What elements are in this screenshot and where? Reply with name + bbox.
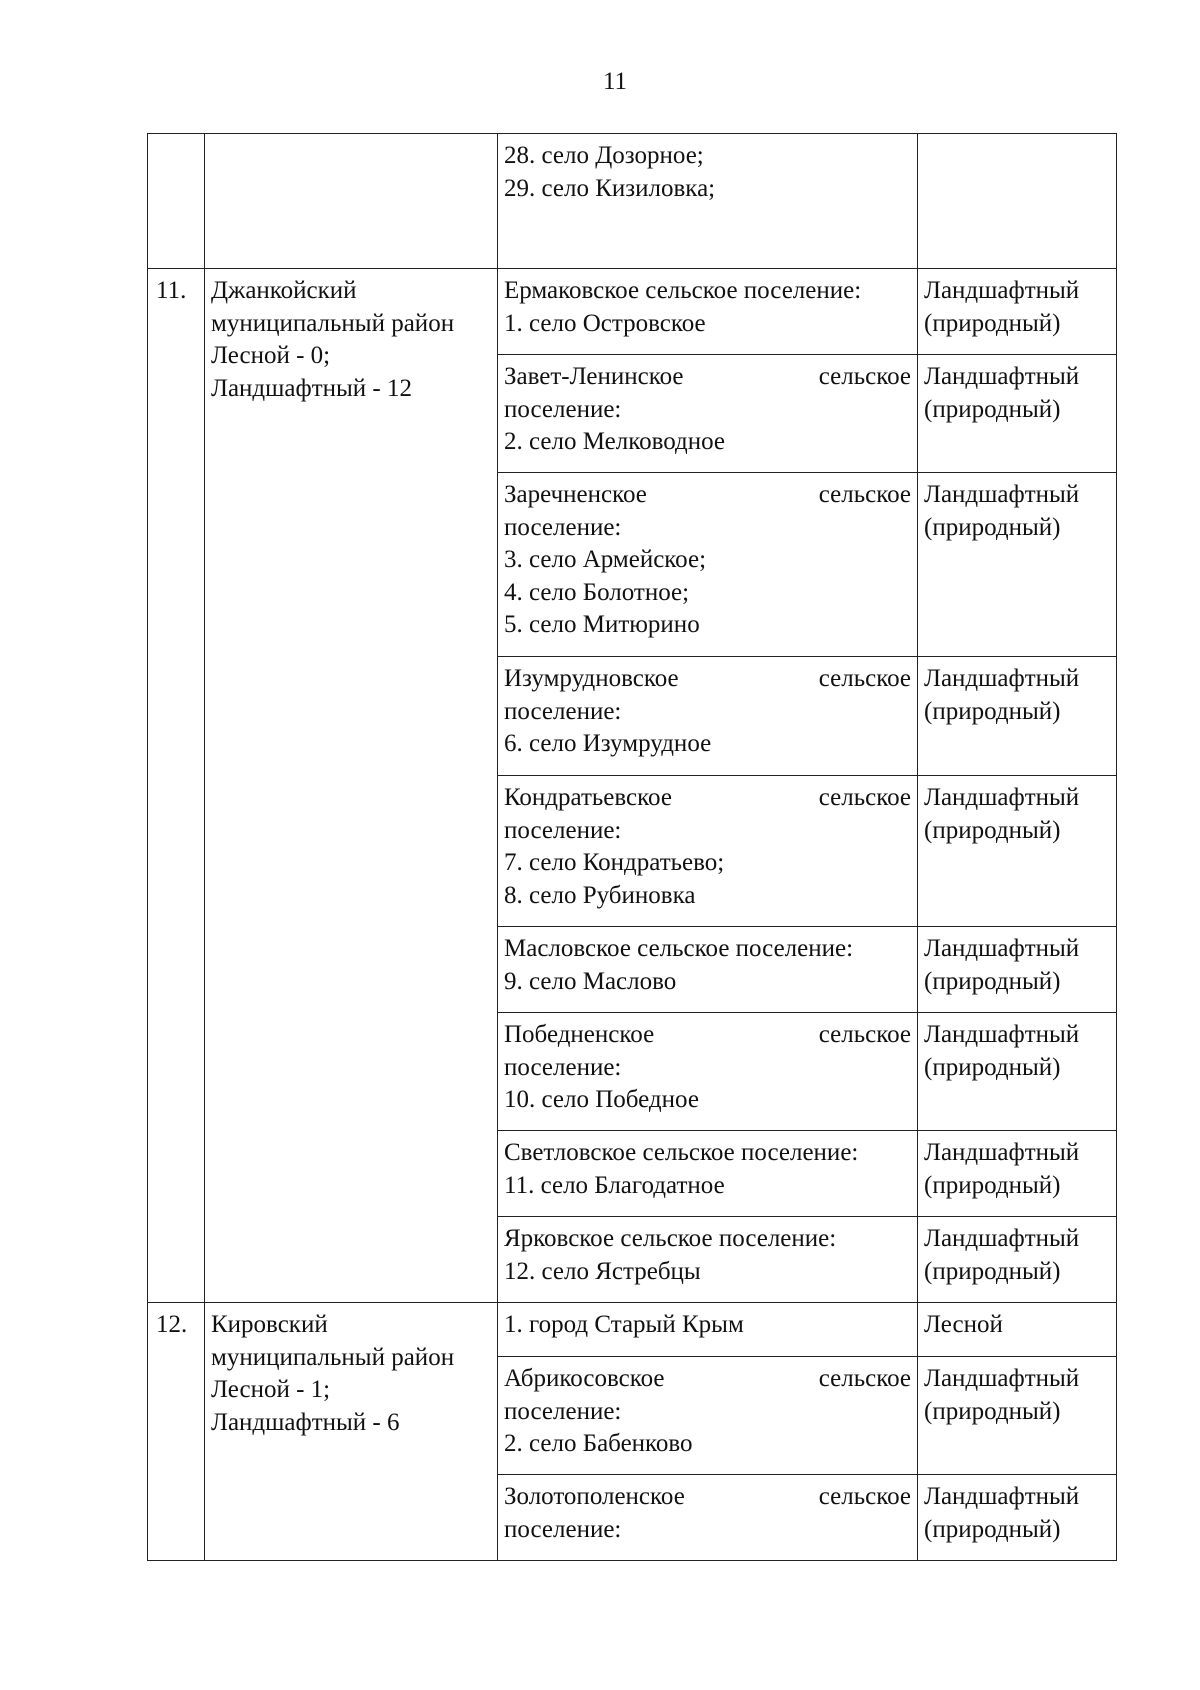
cell-type <box>918 134 1117 269</box>
settlement-heading-left: Абрикосовское <box>504 1365 665 1392</box>
settlement-type <box>918 473 1117 657</box>
settlement-type-line: (природный) <box>924 513 1061 541</box>
settlement-item: 28. село Дозорное; <box>504 142 704 169</box>
settlement-heading <box>504 1019 911 1052</box>
settlement-heading <box>504 663 911 696</box>
settlement-heading-right: сельское <box>818 1365 911 1392</box>
district-name-line: Кировский <box>211 1311 328 1338</box>
settlement-cell <box>498 1303 918 1357</box>
settlement-cell <box>498 776 918 927</box>
settlement-type-line: (природный) <box>924 967 1061 995</box>
district-name-line: Джанкойский <box>211 277 357 304</box>
settlement-type <box>918 1357 1117 1475</box>
settlement-cell <box>498 355 918 473</box>
cell-district <box>205 134 498 269</box>
settlement-heading-right: сельское <box>818 1021 911 1048</box>
settlement-heading <box>504 479 911 512</box>
settlement-heading-left: Заречненское <box>504 481 647 508</box>
settlement-heading <box>504 782 911 815</box>
district-name <box>205 269 498 1303</box>
district-number: 12. <box>148 1303 205 1561</box>
settlement-heading-rest: поселение: <box>504 513 622 541</box>
district-name-line: Ландшафтный - 6 <box>211 1408 400 1436</box>
settlement-cell <box>498 1217 918 1303</box>
settlement-type <box>918 1131 1117 1217</box>
settlement-type <box>918 1303 1117 1357</box>
settlement-cell <box>498 1357 918 1475</box>
settlement-item: 7. село Кондратьево; <box>504 849 725 876</box>
settlement-type <box>918 1013 1117 1131</box>
settlement-heading: Масловское сельское поселение: <box>504 935 854 962</box>
settlement-heading-right: сельское <box>818 363 911 390</box>
settlement-heading-rest: поселение: <box>504 697 622 725</box>
settlement-type-line: (природный) <box>924 697 1061 725</box>
settlement-heading-left: Завет-Ленинское <box>504 363 684 390</box>
settlement-type-line: (природный) <box>924 1171 1061 1199</box>
settlement-type-line: Ландшафтный <box>924 1365 1080 1392</box>
settlement-heading <box>504 361 911 394</box>
settlement-heading: Ермаковское сельское поселение: <box>504 277 862 304</box>
settlement-cell <box>498 473 918 657</box>
settlement-type-line: Лесной <box>924 1311 1003 1338</box>
settlement-type-line: (природный) <box>924 816 1061 844</box>
table-row <box>148 269 1117 355</box>
settlement-heading-right: сельское <box>818 784 911 811</box>
district-name-line: Лесной - 1; <box>211 1376 331 1403</box>
district-name-line: Лесной - 0; <box>211 342 331 369</box>
settlement-type-line: Ландшафтный <box>924 363 1080 390</box>
settlement-type <box>918 657 1117 776</box>
settlement-item: 29. село Кизиловка; <box>504 174 716 202</box>
settlement-heading-left: Золотополенское <box>504 1483 685 1510</box>
settlement-item: 3. село Армейское; <box>504 546 707 573</box>
settlement-type-line: Ландшафтный <box>924 481 1080 508</box>
settlement-type-line: (природный) <box>924 395 1061 423</box>
settlement-type <box>918 776 1117 927</box>
settlements-table <box>147 133 1117 1561</box>
settlement-cell <box>498 1131 918 1217</box>
settlement-item: 12. село Ястребцы <box>504 1257 701 1285</box>
settlement-heading-left: Изумрудновское <box>504 665 679 692</box>
settlement-item: 8. село Рубиновка <box>504 881 696 909</box>
settlement-type <box>918 1217 1117 1303</box>
table-row-continuation <box>148 134 1117 269</box>
settlement-heading <box>504 1363 911 1396</box>
settlement-item: 6. село Изумрудное <box>504 730 712 757</box>
district-name-line: муниципальный район <box>211 309 455 337</box>
settlement-heading-rest: поселение: <box>504 1397 622 1425</box>
settlement-item: 2. село Бабенково <box>504 1430 693 1457</box>
settlement-type-line: Ландшафтный <box>924 935 1080 962</box>
settlement-type-line: Ландшафтный <box>924 277 1080 304</box>
settlement-type-line: Ландшафтный <box>924 1225 1080 1252</box>
settlement-type-line: (природный) <box>924 1053 1061 1081</box>
settlement-type <box>918 1475 1117 1561</box>
settlement-item: 1. село Островское <box>504 309 706 337</box>
settlement-cell <box>498 269 918 355</box>
settlement-type-line: Ландшафтный <box>924 784 1080 811</box>
district-name <box>205 1303 498 1561</box>
settlement-item: 9. село Маслово <box>504 967 677 995</box>
settlement-heading-rest: поселение: <box>504 816 622 844</box>
settlement-heading-right: сельское <box>818 665 911 692</box>
district-name-line: муниципальный район <box>211 1343 455 1371</box>
settlement-cell <box>498 1475 918 1561</box>
settlement-type-line: Ландшафтный <box>924 1483 1080 1510</box>
settlement-cell <box>498 1013 918 1131</box>
settlement-type <box>918 355 1117 473</box>
settlement-type-line: Ландшафтный <box>924 1139 1080 1166</box>
settlement-type-line: (природный) <box>924 1515 1061 1543</box>
settlement-heading-rest: поселение: <box>504 1053 622 1081</box>
settlement-item: 2. село Мелководное <box>504 428 725 455</box>
cell-settlements <box>498 134 918 269</box>
settlement-item: 10. село Победное <box>504 1086 699 1113</box>
settlement-heading-rest: поселение: <box>504 395 622 423</box>
settlement-heading: 1. город Старый Крым <box>504 1311 744 1338</box>
settlement-heading-right: сельское <box>818 1483 911 1510</box>
settlement-type-line: (природный) <box>924 1257 1061 1285</box>
district-number: 11. <box>148 269 205 1303</box>
settlement-heading-left: Кондратьевское <box>504 784 672 811</box>
settlement-item: 5. село Митюрино <box>504 611 700 638</box>
settlement-heading: Ярковское сельское поселение: <box>504 1225 837 1252</box>
settlement-type <box>918 927 1117 1013</box>
settlement-type-line: Ландшафтный <box>924 665 1080 692</box>
settlement-type-line: (природный) <box>924 1397 1061 1425</box>
settlement-cell <box>498 927 918 1013</box>
settlement-type-line: Ландшафтный <box>924 1021 1080 1048</box>
settlement-heading: Светловское сельское поселение: <box>504 1139 859 1166</box>
settlement-item: 4. село Болотное; <box>504 578 690 606</box>
cell-number <box>148 134 205 269</box>
table-row <box>148 1303 1117 1357</box>
settlement-cell <box>498 657 918 776</box>
settlement-heading-rest: поселение: <box>504 1515 622 1543</box>
settlement-type <box>918 269 1117 355</box>
district-name-line: Ландшафтный - 12 <box>211 374 413 402</box>
settlement-heading <box>504 1481 911 1514</box>
settlement-item: 11. село Благодатное <box>504 1171 725 1199</box>
page-number: 11 <box>602 68 628 95</box>
settlement-type-line: (природный) <box>924 309 1061 337</box>
settlement-heading-left: Победненское <box>504 1021 655 1048</box>
settlement-heading-right: сельское <box>818 481 911 508</box>
